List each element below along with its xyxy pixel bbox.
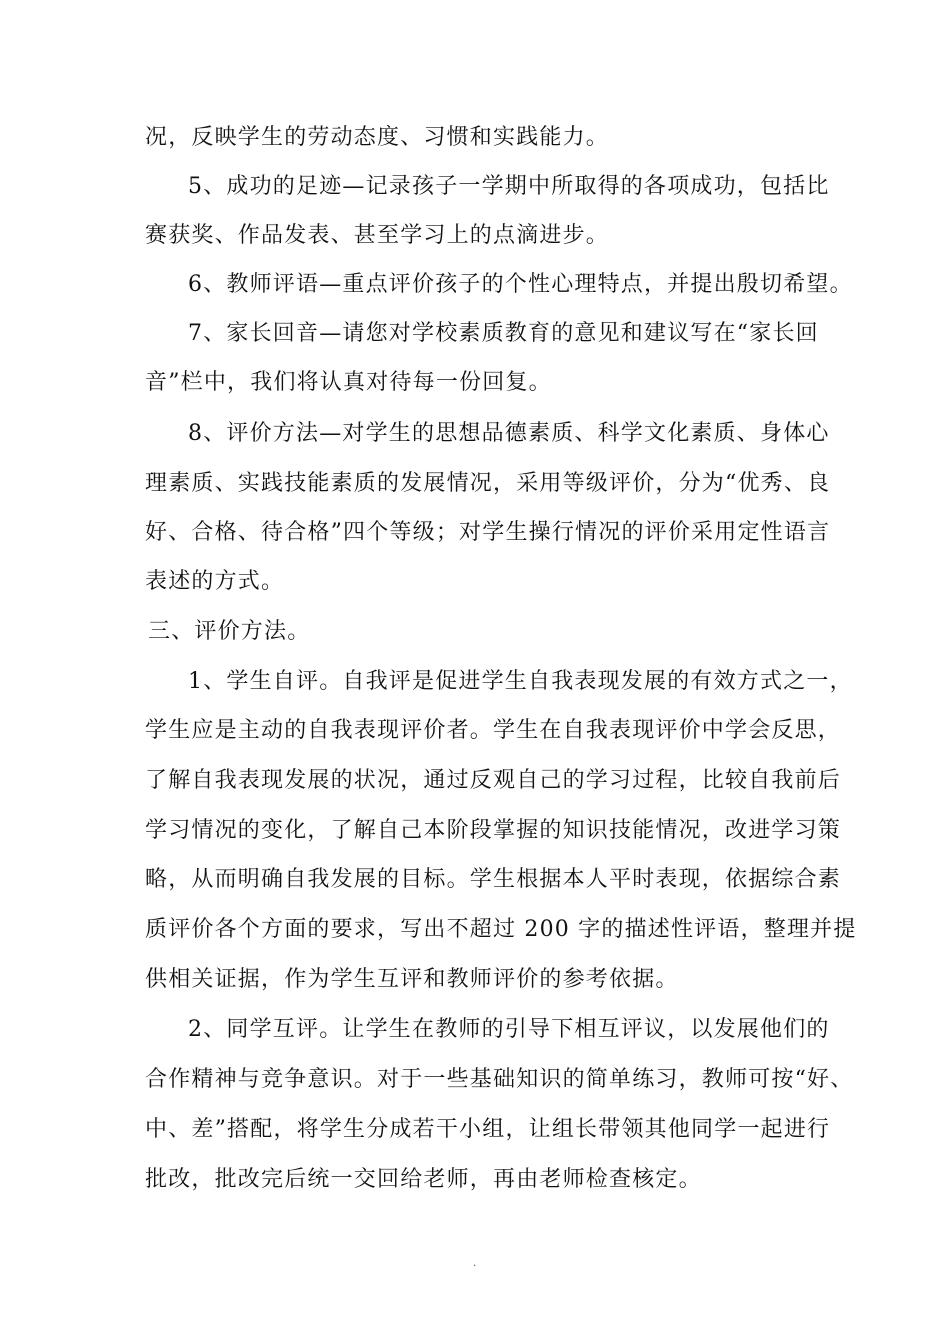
text-line: 供相关证据，作为学生互评和教师评价的参考依据。 bbox=[145, 967, 679, 992]
footer-mark: . bbox=[473, 1258, 477, 1269]
text-line: 合作精神与竞争意识。对于一些基础知识的简单练习，教师可按“好、 bbox=[145, 1067, 854, 1092]
text-line: 学生应是主动的自我表现评价者。学生在自我表现评价中学会反思， bbox=[145, 718, 842, 743]
section-heading: 三、评价方法。 bbox=[148, 619, 311, 644]
text-line: 表述的方式。 bbox=[145, 569, 285, 594]
text-line: 批改，批改完后统一交回给老师，再由老师检查核定。 bbox=[145, 1167, 702, 1192]
text-line: 质评价各个方面的要求，写出不超过 200 字的描述性评语，整理并提 bbox=[145, 917, 857, 942]
text-line: 了解自我表现发展的状况，通过反观自己的学习过程，比较自我前后 bbox=[145, 768, 842, 793]
text-line: 中、差”搭配，将学生分成若干小组，让组长带领其他同学一起进行 bbox=[145, 1117, 831, 1142]
text-line: 1、学生自评。自我评是促进学生自我表现发展的有效方式之一， bbox=[188, 669, 853, 694]
text-line: 5、成功的足迹—记录孩子一学期中所取得的各项成功，包括比 bbox=[188, 174, 830, 199]
text-line: 7、家长回音—请您对学校素质教育的意见和建议写在“家长回 bbox=[188, 321, 819, 346]
text-line: 学习情况的变化，了解自己本阶段掌握的知识技能情况，改进学习策 bbox=[145, 818, 842, 843]
text-line: 理素质、实践技能素质的发展情况，采用等级评价，分为“优秀、良 bbox=[145, 471, 831, 496]
text-line: 音”栏中，我们将认真对待每一份回复。 bbox=[145, 370, 552, 395]
text-line: 8、评价方法—对学生的思想品德素质、科学文化素质、身体心 bbox=[188, 421, 830, 446]
text-line: 好、合格、待合格”四个等级；对学生操行情况的评价采用定性语言 bbox=[145, 520, 831, 545]
text-line: 况，反映学生的劳动态度、习惯和实践能力。 bbox=[145, 125, 610, 150]
text-line: 略，从而明确自我发展的目标。学生根据本人平时表现，依据综合素 bbox=[145, 867, 842, 892]
text-line: 6、教师评语—重点评价孩子的个性心理特点，并提出殷切希望。 bbox=[188, 272, 853, 297]
text-line: 赛获奖、作品发表、甚至学习上的点滴进步。 bbox=[145, 223, 610, 248]
text-line: 2、同学互评。让学生在教师的引导下相互评议，以发展他们的 bbox=[188, 1017, 830, 1042]
